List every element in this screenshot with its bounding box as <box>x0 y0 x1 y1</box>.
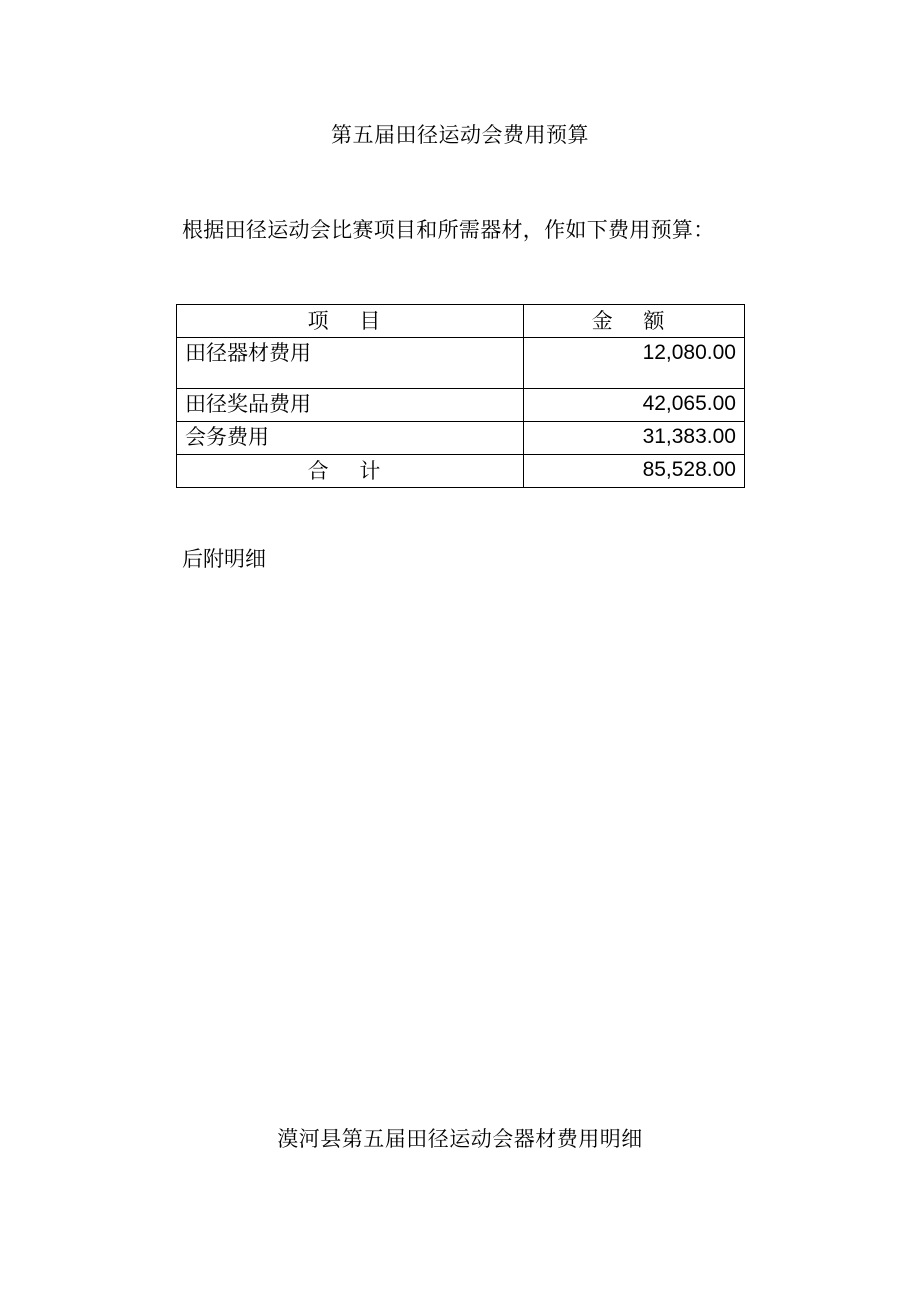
total-amount-value: 85,528.00 <box>524 455 745 488</box>
next-section-title: 漠河县第五届田径运动会器材费用明细 <box>277 1127 643 1151</box>
row-item-label: 田径奖品费用 <box>177 389 524 422</box>
table-total-row <box>177 455 745 488</box>
table-row <box>177 422 745 455</box>
appendix-note: 后附明细 <box>182 547 266 571</box>
row-amount-value: 31,383.00 <box>524 422 745 455</box>
document-title: 第五届田径运动会费用预算 <box>331 123 589 147</box>
row-item-label: 会务费用 <box>177 422 524 455</box>
budget-table <box>176 304 745 488</box>
column-header-amount: 金 额 <box>524 305 745 338</box>
total-label: 合 计 <box>177 455 524 488</box>
column-header-item: 项 目 <box>177 305 524 338</box>
table-header-row <box>177 305 745 338</box>
row-item-label: 田径器材费用 <box>177 338 524 389</box>
row-amount-value: 12,080.00 <box>524 338 745 389</box>
table-row <box>177 389 745 422</box>
row-amount-value: 42,065.00 <box>524 389 745 422</box>
table-row <box>177 338 745 389</box>
intro-paragraph: 根据田径运动会比赛项目和所需器材，作如下费用预算： <box>182 218 715 242</box>
